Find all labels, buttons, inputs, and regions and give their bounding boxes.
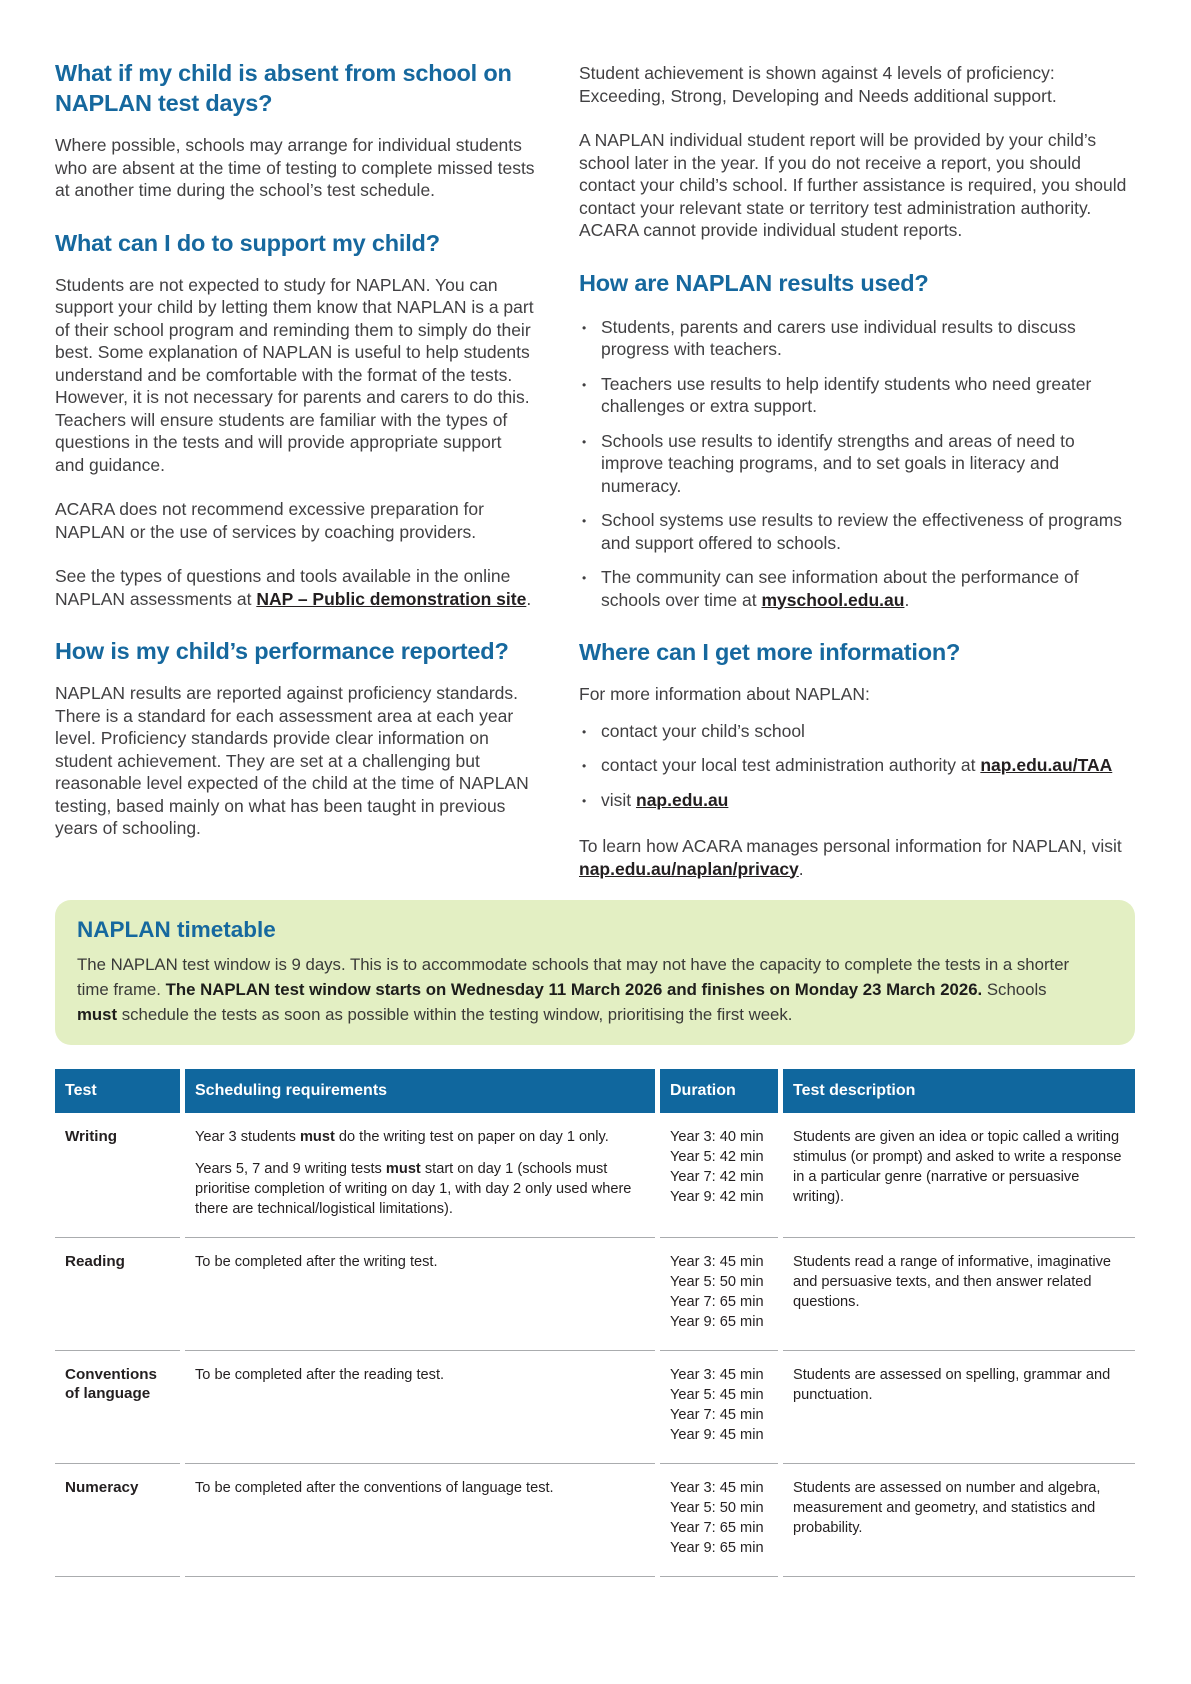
- more-info-list: [579, 720, 1135, 812]
- cell-duration: [660, 1351, 778, 1464]
- scheduling-paragraph: [195, 1252, 643, 1272]
- cell-duration: [660, 1464, 778, 1577]
- timetable-table: [55, 1069, 1135, 1577]
- duration-line: Year 9: 42 min: [670, 1189, 764, 1205]
- text-segment: .: [526, 588, 532, 609]
- section-heading-results-used: How are NAPLAN results used?: [579, 269, 929, 296]
- duration-line: Year 9: 65 min: [670, 1540, 764, 1556]
- text-segment: do the writing test on paper on day 1 only.: [334, 1129, 609, 1145]
- paragraph-report: A NAPLAN individual student report will be provided by your child’s school later in the year. If you do not receive a report, you should contact your child’s school. If further assistance is required, you should contact your relevant state or territory test administration authority. ACARA cannot provide individual student reports.: [579, 130, 1127, 240]
- cell-description: Students are assessed on number and algebra, measurement and geometry, and statistics and probability.: [783, 1464, 1135, 1577]
- bullet-item: [579, 720, 1135, 743]
- text-segment: See the types of questions and tools available in the online NAPLAN assessments at: [55, 566, 511, 609]
- duration-line: Year 7: 42 min: [670, 1169, 764, 1185]
- duration-line: Year 5: 45 min: [670, 1387, 764, 1403]
- table-header-row: [55, 1069, 1135, 1113]
- link-nap-demo-site[interactable]: NAP – Public demonstration site: [256, 588, 527, 609]
- cell-test-name: Numeracy: [55, 1464, 180, 1577]
- duration-line: Year 9: 65 min: [670, 1314, 764, 1330]
- duration-line: Year 7: 65 min: [670, 1294, 764, 1310]
- bullet-item: [579, 566, 1135, 611]
- duration-line: Year 5: 50 min: [670, 1274, 764, 1290]
- two-column-layout: [55, 58, 1135, 880]
- bullet-item: [579, 754, 1135, 777]
- text-segment: Students, parents and carers use individual results to discuss progress with teachers.: [601, 316, 1076, 359]
- text-segment: .: [798, 858, 804, 879]
- table-header-duration: Duration: [660, 1069, 778, 1113]
- cell-description: Students are assessed on spelling, grammar and punctuation.: [783, 1351, 1135, 1464]
- text-segment: The NAPLAN test window is 9 days. This is to accommodate schools that may not have the capacity to complete the tests in a shorter time frame.: [77, 955, 1070, 999]
- duration-line: Year 3: 45 min: [670, 1480, 764, 1496]
- cell-test-name: Reading: [55, 1238, 180, 1351]
- text-segment: contact your local test administration authority at: [601, 755, 981, 775]
- text-segment: To learn how ACARA manages personal information for NAPLAN, visit: [579, 836, 1122, 856]
- text-segment: To be completed after the reading test.: [195, 1367, 445, 1383]
- duration-line: Year 9: 45 min: [670, 1427, 764, 1443]
- right-column: [579, 58, 1135, 880]
- scheduling-paragraph: [195, 1478, 643, 1498]
- left-column: [55, 58, 535, 880]
- section-heading-support: What can I do to support my child?: [55, 229, 440, 256]
- cell-scheduling: [185, 1351, 655, 1464]
- text-segment: visit: [601, 789, 636, 810]
- table-header-scheduling: Scheduling requirements: [185, 1069, 655, 1113]
- cell-test-name: Conventions of language: [55, 1351, 180, 1464]
- cell-duration: [660, 1238, 778, 1351]
- paragraph-support-2: ACARA does not recommend excessive preparation for NAPLAN or the use of services by coaching providers.: [55, 499, 484, 542]
- section-heading-performance: How is my child’s performance reported?: [55, 638, 509, 664]
- table-header-description: Test description: [783, 1069, 1135, 1113]
- duration-line: Year 5: 50 min: [670, 1500, 764, 1516]
- cell-scheduling: [185, 1238, 655, 1351]
- bullet-item: [579, 373, 1135, 418]
- text-segment: must: [77, 1005, 118, 1024]
- table-row-writing: [55, 1113, 1135, 1238]
- scheduling-paragraph: [195, 1365, 643, 1385]
- section-heading-more-info: Where can I get more information?: [579, 639, 961, 665]
- text-segment: .: [904, 589, 910, 610]
- text-segment: must: [385, 1161, 421, 1177]
- duration-line: Year 7: 65 min: [670, 1520, 764, 1536]
- paragraph-privacy: [579, 835, 1135, 880]
- text-segment: School systems use results to review the effectiveness of programs and support offered to schools.: [601, 510, 1123, 553]
- cell-test-name: Writing: [55, 1113, 180, 1238]
- bullet-item: [579, 509, 1135, 554]
- table-row-numeracy: [55, 1464, 1135, 1577]
- scheduling-paragraph: [195, 1159, 643, 1219]
- table-row-reading: [55, 1238, 1135, 1351]
- cell-scheduling: [185, 1113, 655, 1238]
- paragraph-support-1: Students are not expected to study for NAPLAN. You can support your child by letting them know that NAPLAN is a part of their school program and reminding them to simply do their best. Some explanation of NAPLAN is useful to help students understand and be comfortable with the format of the tests. However, it is not necessary for parents and carers to do this. Teachers will ensure students are familiar with the types of questions in the tests and will provide appropriate support and guidance.: [55, 274, 534, 475]
- bullet-item: [579, 430, 1135, 498]
- text-segment: The NAPLAN test window starts on Wednesday 11 March 2026 and finishes on Monday 23 March 2026.: [165, 980, 983, 999]
- bullet-item: [579, 316, 1135, 361]
- text-segment: contact your child’s school: [601, 720, 805, 741]
- text-segment: Years 5, 7 and 9 writing tests: [195, 1161, 386, 1177]
- text-segment: The community can see information about the performance of schools over time at: [601, 567, 1079, 610]
- duration-line: Year 3: 45 min: [670, 1367, 764, 1383]
- timetable-callout-title: NAPLAN timetable: [77, 917, 276, 942]
- cell-duration: [660, 1113, 778, 1238]
- link-nap[interactable]: nap.edu.au: [636, 789, 729, 810]
- link-myschool[interactable]: myschool.edu.au: [761, 589, 905, 610]
- text-segment: must: [299, 1129, 335, 1145]
- text-segment: To be completed after the writing test.: [195, 1254, 438, 1270]
- link-nap-privacy[interactable]: nap.edu.au/naplan/privacy: [579, 858, 799, 879]
- timetable-callout: [55, 900, 1135, 1045]
- paragraph-proficiency: Student achievement is shown against 4 levels of proficiency: Exceeding, Strong, Developing and Needs additional support.: [579, 63, 1057, 106]
- scheduling-paragraph: [195, 1127, 643, 1147]
- timetable-callout-body: [77, 952, 1087, 1027]
- duration-line: Year 5: 42 min: [670, 1149, 764, 1165]
- cell-description: Students are given an idea or topic called a writing stimulus (or prompt) and asked to write a response in a particular genre (narrative or persuasive writing).: [783, 1113, 1135, 1238]
- text-segment: To be completed after the conventions of language test.: [195, 1480, 554, 1496]
- text-segment: Year 3 students: [195, 1129, 300, 1145]
- paragraph-absent: Where possible, schools may arrange for individual students who are absent at the time of testing to complete missed tests at another time during the school’s test schedule.: [55, 135, 535, 200]
- results-used-list: [579, 316, 1135, 612]
- duration-line: Year 7: 45 min: [670, 1407, 764, 1423]
- bullet-item: [579, 789, 1135, 812]
- table-row-conventions: [55, 1351, 1135, 1464]
- cell-scheduling: [185, 1464, 655, 1577]
- text-segment: start on day 1 (schools must prioritise completion of writing on day 1, with day 2 only used where there are technical/logistical limitations).: [195, 1161, 632, 1217]
- table-header-test: Test: [55, 1069, 180, 1113]
- text-segment: Schools use results to identify strengths and areas of need to improve teaching programs, and to set goals in literacy and numeracy.: [601, 430, 1075, 496]
- link-nap-taa[interactable]: nap.edu.au/TAA: [980, 755, 1113, 775]
- paragraph-support-3: [55, 565, 535, 610]
- paragraph-more-info: For more information about NAPLAN:: [579, 684, 870, 704]
- text-segment: Schools: [982, 980, 1047, 999]
- duration-line: Year 3: 40 min: [670, 1129, 764, 1145]
- table-body: [55, 1113, 1135, 1577]
- text-segment: schedule the tests as soon as possible within the testing window, prioritising the first week.: [117, 1005, 793, 1024]
- section-heading-absent: What if my child is absent from school on NAPLAN test days?: [55, 60, 512, 116]
- text-segment: Teachers use results to help identify students who need greater challenges or extra support.: [601, 373, 1092, 416]
- duration-line: Year 3: 45 min: [670, 1254, 764, 1270]
- paragraph-performance: NAPLAN results are reported against proficiency standards. There is a standard for each assessment area at each year level. Proficiency standards provide clear information on student achievement. They are set at a challenging but reasonable level expected of the child at the time of NAPLAN testing, based mainly on what has been taught in previous years of schooling.: [55, 683, 529, 838]
- cell-description: Students read a range of informative, imaginative and persuasive texts, and then answer related questions.: [783, 1238, 1135, 1351]
